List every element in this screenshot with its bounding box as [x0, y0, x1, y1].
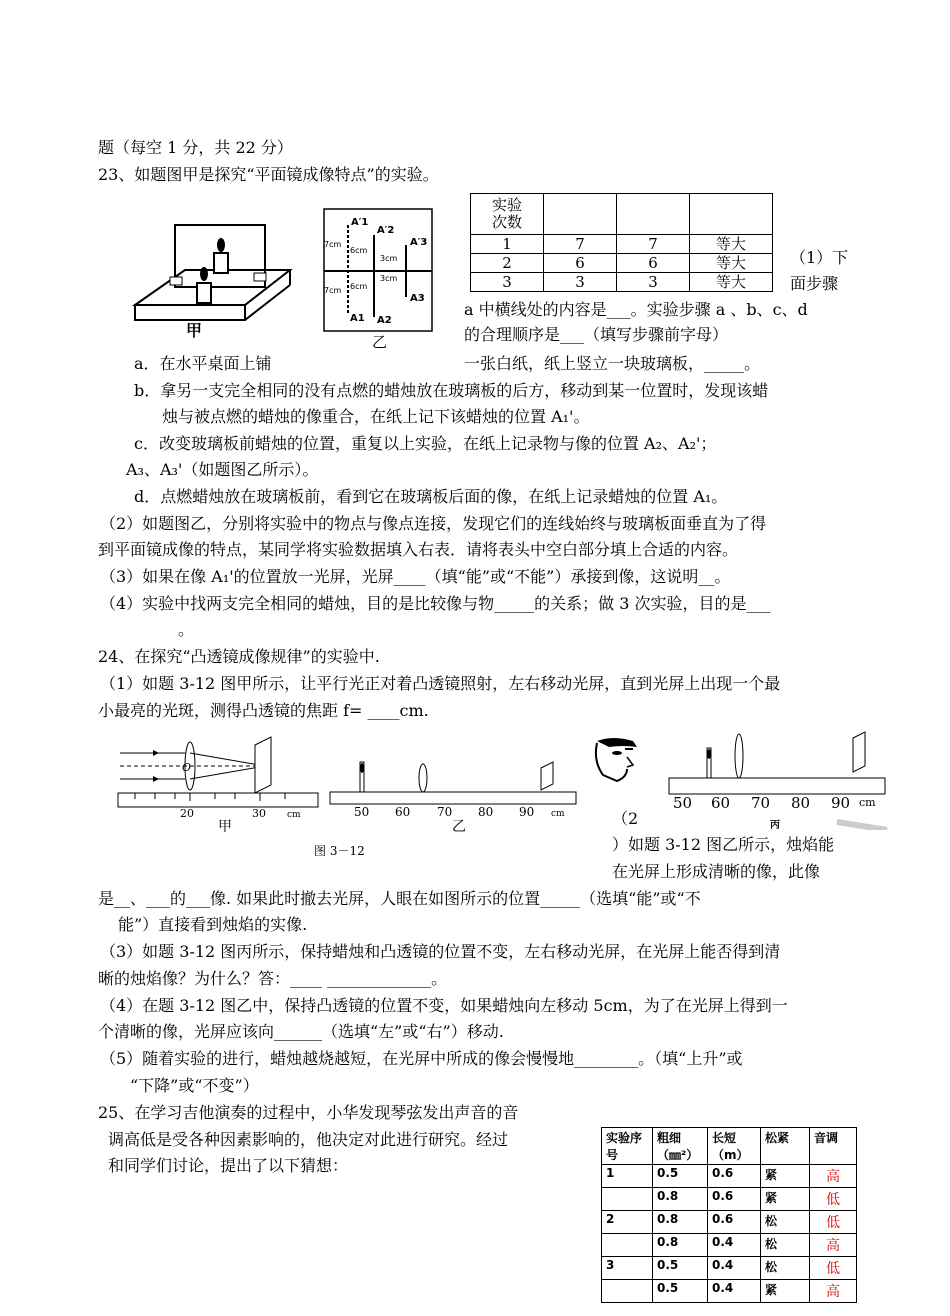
- q24-part2-a: （2: [612, 809, 639, 828]
- q23-step-a-left: a．在水平桌面上铺: [134, 354, 272, 373]
- q23-part3: （3）如果在像 A₁'的位置放一光屏，光屏____（填“能”或“不能”）承接到像，这说明__。: [100, 567, 731, 586]
- q23-side-text-2: 面步骤: [790, 274, 839, 293]
- q24-part2-d: 是__、___的___像. 如果此时撤去光屏，人眼在如图所示的位置_____（选填“能”或“不: [98, 889, 701, 908]
- q23-data-table: [470, 193, 773, 292]
- table-row: 0.5 0.4 紧 高: [602, 1280, 857, 1303]
- q24-part3-line1: （3）如题 3-12 图丙所示，保持蜡烛和凸透镜的位置不变，左右移动光屏，在光屏上能否得到清: [100, 942, 781, 961]
- svg-text:A3: A3: [410, 293, 425, 304]
- table-cell: 2: [471, 254, 544, 273]
- q24-fig-caption: 图 3－12: [314, 844, 365, 858]
- q24-part2-e: 能”）直接看到烛焰的实像.: [118, 915, 308, 934]
- svg-text:90: 90: [831, 794, 851, 812]
- svg-text:A′2: A′2: [377, 225, 395, 236]
- table-row: 1 0.5 0.6 紧 高: [602, 1165, 857, 1188]
- q24-title: 24、在探究“凸透镜成像规律”的实验中.: [98, 647, 380, 666]
- q23-step-b-1: b．拿另一支完全相同的没有点燃的蜡烛放在玻璃板的后方，移动到某一位置时，发现该蜡: [134, 381, 769, 400]
- q23-title: 23、如题图甲是探究“平面镜成像特点”的实验。: [98, 165, 439, 184]
- svg-text:80: 80: [478, 805, 494, 819]
- q23-figure-jia: [130, 205, 300, 345]
- svg-text:A2: A2: [377, 315, 392, 326]
- q24-part1-line2: 小最亮的光斑，测得凸透镜的焦距 f= ____cm.: [98, 701, 429, 720]
- q23-part4-line2: 。: [178, 620, 195, 639]
- table-row: [471, 254, 773, 273]
- svg-text:60: 60: [395, 805, 411, 819]
- q23-line-a2: 的合理顺序是___（填写步骤前字母）: [464, 325, 729, 344]
- table-header-row: 实验序 号 粗细 （㎜²） 长短 （m） 松紧 音调: [602, 1128, 857, 1165]
- q24-part2-b: ）如题 3-12 图乙所示，烛焰能: [612, 835, 835, 854]
- table-row: 0.8 0.4 松 高: [602, 1234, 857, 1257]
- table-cell: 7: [617, 235, 690, 254]
- table-header-cell[interactable]: 实验 次数: [471, 194, 544, 235]
- svg-text:30: 30: [252, 807, 266, 820]
- q24-fig-yi-label: 乙: [452, 819, 466, 835]
- svg-text:cm: cm: [287, 810, 301, 820]
- table-cell: 7: [544, 235, 617, 254]
- svg-text:70: 70: [751, 794, 771, 812]
- q24-part2-c: 在光屏上形成清晰的像，此像: [612, 862, 821, 881]
- q23-line-a1: a 中横线处的内容是___。实验步骤 a 、b、c、d: [464, 300, 808, 319]
- svg-text:20: 20: [180, 807, 194, 820]
- q23-step-d: d．点燃蜡烛放在玻璃板前，看到它在玻璃板后面的像，在纸上记录蜡烛的位置 A₁。: [134, 487, 728, 506]
- svg-text:3cm: 3cm: [380, 254, 398, 263]
- svg-text:A′1: A′1: [351, 217, 369, 228]
- q23-side-text-1: （1）下: [790, 248, 849, 267]
- q23-step-c-2: A₃、A₃'（如题图乙所示）。: [126, 460, 319, 479]
- q24-fig-jia-label: 甲: [218, 819, 232, 835]
- q23-figure-yi: [322, 205, 440, 335]
- svg-text:6cm: 6cm: [350, 246, 368, 255]
- q23-step-c-1: c．改变玻璃板前蜡烛的位置，重复以上实验，在纸上记录物与像的位置 A₂、A₂'；: [134, 434, 717, 453]
- table-cell: 等大: [690, 254, 773, 273]
- table-cell: 3: [471, 273, 544, 292]
- table-header-blank-3[interactable]: [690, 194, 773, 235]
- q24-part5-line1: （5）随着实验的进行，蜡烛越烧越短，在光屏中所成的像会慢慢地________。（填“上升”或: [100, 1049, 743, 1068]
- svg-text:A′3: A′3: [410, 237, 428, 248]
- q23-part2-line1: （2）如题图乙，分别将实验中的物点与像点连接，发现它们的连线始终与玻璃板面垂直为了得: [100, 514, 767, 533]
- table-row: [471, 235, 773, 254]
- svg-text:70: 70: [437, 805, 453, 819]
- table-cell: 6: [544, 254, 617, 273]
- svg-text:cm: cm: [859, 796, 876, 809]
- q25-line3: 和同学们讨论，提出了以下猜想：: [108, 1156, 349, 1175]
- q23-part4-line1: （4）实验中找两支完全相同的蜡烛，目的是比较像与物_____的关系；做 3 次实验，目的是___: [100, 594, 771, 613]
- q25-line2: 调高低是受各种因素影响的，他决定对此进行研究。经过: [108, 1130, 509, 1149]
- eye-face-image: [593, 735, 651, 783]
- table-cell: 3: [544, 273, 617, 292]
- q24-part1-line1: （1）如题 3-12 图甲所示，让平行光正对着凸透镜照射，左右移动光屏，直到光屏上出现一个最: [100, 674, 781, 693]
- svg-text:A1: A1: [350, 313, 365, 324]
- svg-text:50: 50: [673, 794, 693, 812]
- svg-text:50: 50: [354, 805, 370, 819]
- table-cell: 3: [617, 273, 690, 292]
- svg-text:6cm: 6cm: [350, 282, 368, 291]
- table-cell: 1: [471, 235, 544, 254]
- table-cell: 等大: [690, 273, 773, 292]
- q23-part2-line2: 到平面镜成像的特点，某同学将实验数据填入右表．请将表头中空白部分填上合适的内容。: [98, 540, 739, 559]
- q24-figure-jia: [115, 735, 325, 825]
- table-row: 0.8 0.6 紧 低: [602, 1188, 857, 1211]
- svg-text:O: O: [182, 761, 192, 774]
- q23-fig-yi-label: 乙: [372, 333, 388, 351]
- svg-text:80: 80: [791, 794, 811, 812]
- q24-part5-line2: “下降”或“不变”）: [130, 1076, 259, 1095]
- svg-text:60: 60: [711, 794, 731, 812]
- svg-text:7cm: 7cm: [324, 286, 342, 295]
- q23-step-a-right: 一张白纸，纸上竖立一块玻璃板，_____。: [464, 354, 761, 373]
- svg-text:3cm: 3cm: [380, 274, 398, 283]
- table-cell: 等大: [690, 235, 773, 254]
- svg-text:cm: cm: [551, 809, 565, 819]
- table-header-blank-2[interactable]: [617, 194, 690, 235]
- table-row: 3 0.5 0.4 松 低: [602, 1257, 857, 1280]
- table-row: 2 0.8 0.6 松 低: [602, 1211, 857, 1234]
- q23-fig-jia-label: 甲: [186, 321, 203, 340]
- table-cell: 6: [617, 254, 690, 273]
- q24-fig-bing-label: 丙: [770, 820, 780, 831]
- q23-step-b-2: 烛与被点燃的蜡烛的像重合，在纸上记下该蜡烛的位置 A₁'。: [162, 407, 590, 426]
- svg-text:90: 90: [519, 805, 535, 819]
- q25-data-table: [601, 1127, 857, 1303]
- q24-figure-yi: [328, 760, 580, 820]
- table-header-blank-1[interactable]: [544, 194, 617, 235]
- q24-part3-line2: 晰的烛焰像？为什么？答：____ _____________。: [98, 969, 448, 988]
- svg-text:7cm: 7cm: [324, 240, 342, 249]
- q25-line1: 25、在学习吉他演奏的过程中，小华发现琴弦发出声音的音: [98, 1103, 519, 1122]
- table-row: [471, 273, 773, 292]
- q24-part4-line1: （4）在题 3-12 图乙中，保持凸透镜的位置不变，如果蜡烛向左移动 5cm，为了在光屏上得到一: [100, 996, 788, 1015]
- q24-part4-line2: 个清晰的像，光屏应该向______（选填“左”或“右”）移动.: [98, 1022, 504, 1041]
- section-header: 题（每空 1 分，共 22 分）: [98, 138, 293, 157]
